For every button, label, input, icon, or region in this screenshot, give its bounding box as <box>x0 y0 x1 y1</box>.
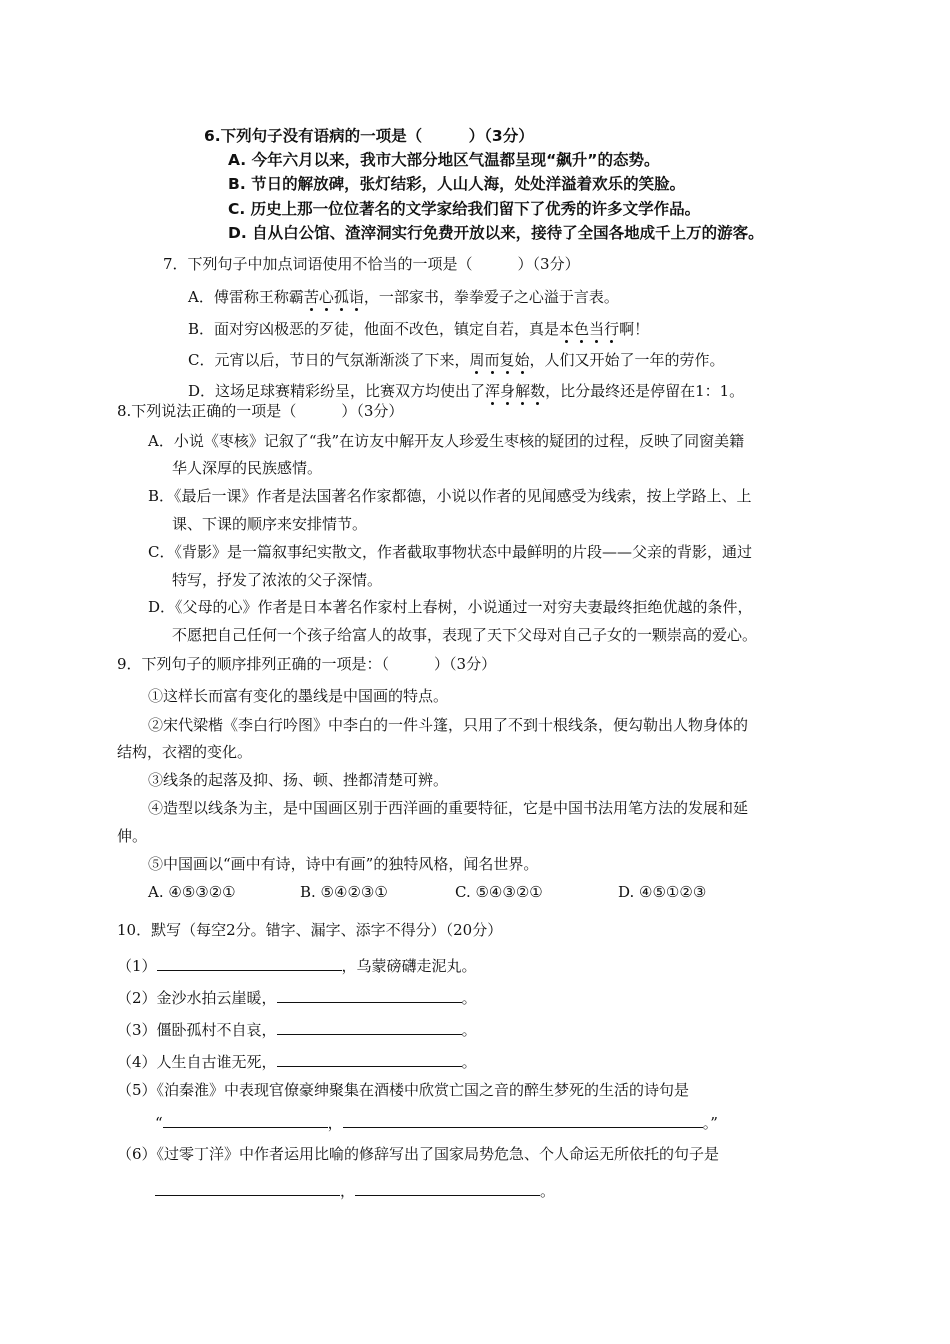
emphasis-dot-char: 行 <box>604 320 620 338</box>
q10-item-2 <box>117 988 477 1006</box>
q9-sentence: ②宋代梁楷《李白行吟图》中李白的一件斗篷，只用了不到十根线条，便勾勒出人物身体的 <box>148 716 749 734</box>
q9-option-c: C. ⑤④③②① <box>455 883 543 901</box>
q6-option-b: B. 节日的解放碑，张灯结彩，人山人海，处处洋溢着欢乐的笑脸。 <box>228 175 686 193</box>
emphasis-dot-char: 色 <box>574 320 590 338</box>
q9-sentence: ①这样长而富有变化的墨线是中国画的特点。 <box>148 687 449 705</box>
emphasis-dot-char: 本 <box>559 320 575 338</box>
q9-sentence: 伸。 <box>117 827 148 845</box>
q7-b-pre: B．面对穷凶极恶的歹徒，他面不改色，镇定自若，真是 <box>188 320 560 338</box>
answer-blank[interactable] <box>163 1113 328 1128</box>
q7-d-post: ，比分最终还是停留在1：1。 <box>545 382 745 400</box>
q8-line: D．《父母的心》作者是日本著名作家村上春树，小说通过一对穷夫妻最终拒绝优越的条件， <box>148 598 753 616</box>
emphasis-dot-char: 数 <box>530 382 546 400</box>
q8-line: 不愿把自己任何一个孩子给富人的故事，表现了天下父母对自己子女的一颗崇高的爱心。 <box>172 626 758 644</box>
q10-3-label: （3） <box>117 1021 157 1039</box>
q7-d-pre: D．这场足球赛精彩纷呈，比赛双方均使出了 <box>188 382 486 400</box>
emphasis-dot-char: 解 <box>515 382 531 400</box>
q10-5-text: 《泊秦淮》中表现官僚豪绅聚集在酒楼中欣赏亡国之音的醉生梦死的生活的诗句是 <box>156 1081 690 1099</box>
q10-5-close: 。” <box>702 1114 718 1132</box>
q7-d-dotted-phrase <box>485 382 545 400</box>
emphasis-dot-char: 始 <box>514 351 530 369</box>
q8-line: 课、下课的顺序来安排情节。 <box>172 515 368 533</box>
q7-a-post: ，一部家书，拳拳爱子之心溢于言表。 <box>363 288 619 306</box>
emphasis-dot-char: 而 <box>484 351 500 369</box>
q7-option-d <box>188 384 744 399</box>
answer-blank[interactable] <box>155 1181 340 1196</box>
emphasis-dot-char: 当 <box>589 320 605 338</box>
q7-c-pre: C．元宵以后，节日的气氛渐渐淡了下来， <box>188 351 470 369</box>
q10-5-label: （5） <box>117 1081 157 1099</box>
q7-b-post: 啊！ <box>619 320 650 338</box>
q8-line: 华人深厚的民族感情。 <box>172 459 323 477</box>
q9-option-d: D. ④⑤①②③ <box>618 883 707 901</box>
q7-a-dotted-phrase <box>304 288 364 306</box>
q10-6-label: （6） <box>117 1145 157 1163</box>
emphasis-dot-char: 心 <box>318 288 334 306</box>
emphasis-dot-char: 身 <box>500 382 516 400</box>
emphasis-dot-char: 浑 <box>485 382 501 400</box>
q8-stem: 8.下列说法正确的一项是（ ）（3分） <box>117 402 404 420</box>
q10-5-open-quote: “ <box>155 1114 163 1132</box>
q6-stem: 6.下列句子没有语病的一项是（ ）（3分） <box>204 127 534 145</box>
q8-line: B．《最后一课》作者是法国著名作家都德，小说以作者的见闻感受为线索，按上学路上、上 <box>148 487 752 505</box>
q10-item-5 <box>117 1083 689 1098</box>
q10-6-comma: ， <box>340 1182 356 1200</box>
q10-2-end: 。 <box>461 989 477 1007</box>
q7-stem: 7．下列句子中加点词语使用不恰当的一项是（ ）（3分） <box>163 255 580 273</box>
q6-option-a: A. 今年六月以来，我市大部分地区气温都呈现“飙升”的态势。 <box>228 151 660 169</box>
q10-6-end: 。 <box>540 1182 556 1200</box>
q8-line: C．《背影》是一篇叙事纪实散文，作者截取事物状态中最鲜明的片段——父亲的背影，通过 <box>148 543 752 561</box>
q10-item-6-answer <box>155 1181 555 1199</box>
q9-stem: 9．下列句子的顺序排列正确的一项是：（ ）（3分） <box>117 655 497 673</box>
q10-4-label: （4） <box>117 1053 157 1071</box>
q10-1-text: ，乌蒙磅礴走泥丸。 <box>341 957 477 975</box>
q10-2-text: 金沙水拍云崖暖， <box>156 989 277 1007</box>
answer-blank[interactable] <box>343 1113 703 1128</box>
emphasis-dot-char: 孤 <box>333 288 349 306</box>
q9-sentence: ④造型以线条为主，是中国画区别于西洋画的重要特征，它是中国书法用笔方法的发展和延 <box>148 799 749 817</box>
q7-option-b <box>188 322 649 337</box>
q9-sentence: ③线条的起落及抑、扬、顿、挫都清楚可辨。 <box>148 771 449 789</box>
q10-3-end: 。 <box>461 1021 477 1039</box>
q10-4-end: 。 <box>461 1053 477 1071</box>
emphasis-dot-char: 周 <box>469 351 485 369</box>
answer-blank[interactable] <box>157 956 342 971</box>
q6-option-c: C. 历史上那一位位著名的文学家给我们留下了优秀的许多文学作品。 <box>228 200 701 218</box>
q8-line: 特写，抒发了浓浓的父子深情。 <box>172 571 383 589</box>
q7-option-a <box>188 290 619 305</box>
q7-c-post: ，人们又开始了一年的劳作。 <box>529 351 725 369</box>
q10-item-5-answer <box>155 1113 718 1131</box>
emphasis-dot-char: 复 <box>499 351 515 369</box>
q10-5-comma: ， <box>327 1114 343 1132</box>
q10-6-text: 《过零丁洋》中作者运用比喻的修辞写出了国家局势危急、个人命运无所依托的句子是 <box>156 1145 720 1163</box>
answer-blank[interactable] <box>277 1020 462 1035</box>
emphasis-dot-char: 诣 <box>348 288 364 306</box>
q7-a-pre: A．傅雷称王称霸 <box>188 288 304 306</box>
q10-item-4 <box>117 1052 477 1070</box>
answer-blank[interactable] <box>355 1181 540 1196</box>
q9-option-b: B. ⑤④②③① <box>300 883 388 901</box>
answer-blank[interactable] <box>277 1052 462 1067</box>
q8-line: A．小说《枣核》记叙了“我”在访友中解开友人珍爱生枣核的疑团的过程，反映了同窗美籍 <box>148 432 745 450</box>
q10-3-text: 僵卧孤村不自哀， <box>156 1021 277 1039</box>
q10-4-text: 人生自古谁无死， <box>156 1053 277 1071</box>
answer-blank[interactable] <box>277 988 462 1003</box>
q10-1-label: （1） <box>117 957 157 975</box>
q9-sentence: ⑤中国画以“画中有诗，诗中有画”的独特风格，闻名世界。 <box>148 855 539 873</box>
q10-stem: 10．默写（每空2分。错字、漏字、添字不得分）（20分） <box>117 921 503 939</box>
q10-item-1 <box>117 956 477 974</box>
q7-c-dotted-phrase <box>469 351 529 369</box>
q9-option-a: A. ④⑤③②① <box>148 883 236 901</box>
q10-item-6 <box>117 1147 719 1162</box>
q9-sentence: 结构，衣褶的变化。 <box>117 743 253 761</box>
q7-option-c <box>188 353 725 368</box>
emphasis-dot-char: 苦 <box>303 288 319 306</box>
q7-b-dotted-phrase <box>559 320 619 338</box>
q10-2-label: （2） <box>117 989 157 1007</box>
q6-option-d: D. 自从白公馆、渣滓洞实行免费开放以来，接待了全国各地成千上万的游客。 <box>228 224 764 242</box>
q10-item-3 <box>117 1020 477 1038</box>
